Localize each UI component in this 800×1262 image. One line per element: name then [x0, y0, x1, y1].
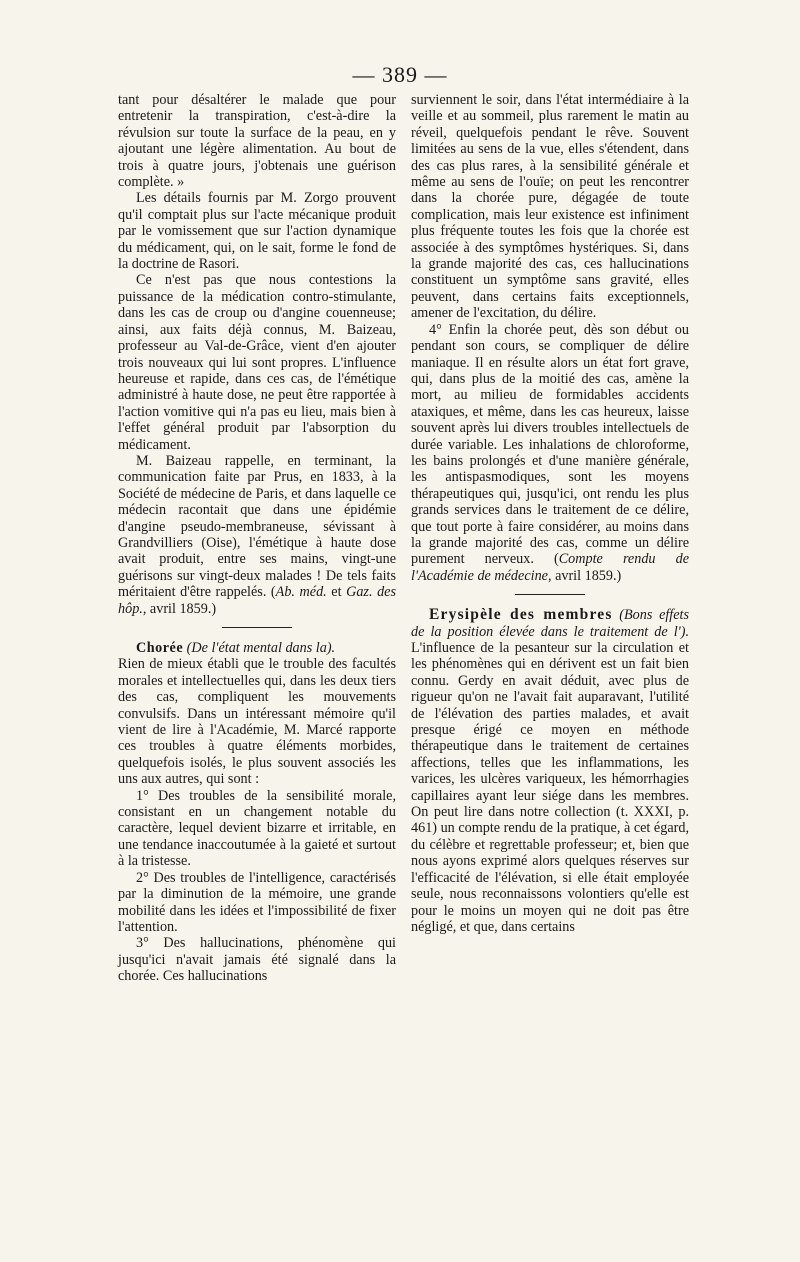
paragraph — [411, 322, 689, 585]
section-divider — [515, 594, 585, 595]
citation-ref: Gaz. des hôp. — [118, 584, 396, 617]
right-column — [411, 92, 689, 935]
text-run: , avril 1859.) — [142, 600, 217, 617]
section-title: Chorée — [136, 640, 184, 656]
paragraph: 3° Des hallucinations, phénomène qui jusqu'ici n'avait jamais été signalé dans la chorée. Ces hallucinations — [118, 935, 396, 985]
section-title: Erysipèle des membres — [429, 606, 613, 624]
paragraph: tant pour désaltérer le malade que pour entretenir la transpiration, c'est-à-dire la révulsion sur toute la surface de la peau, en y ajoutant une légère alimentation. Au bout de trois à quatre jours, j'obtenais une guérison complète. » — [118, 92, 396, 191]
paragraph: Ce n'est pas que nous contestions la puissance de la médication contro-stimulante, dans les cas de croup ou d'angine couenneuse; ainsi, aux faits déjà connus, M. Baizeau, professeur au Val-de-Grâce, vient d'en ajouter trois nouveaux qui lui sont propres. L'influence heureuse et rapide, dans ces cas, de l'émétique administré à haute dose, ne peut être rapportée à l'action vomitive qui n'a pas eu lieu, mais bien à l'effet général produit par l'absorption du médicament. — [118, 272, 396, 453]
text-run: L'influence de la pesanteur sur la circulation et les phénomènes qui en dérivent est un fait bien connu. Gerdy en avait déduit, avec plus de rigueur qu'on ne l'avait fait auparavant, l'utilité de l'élévation des parties malades, et avait presque érigé ce moyen en méthode thérapeutique dans le traitement de certaines affections, telles que les inflammations, les varices, les ulcères variqueux, les hémorrhagies capillaires ayant leur siége dans les membres. On peut lire dans notre collection (t. XXXI, p. 461) un compte rendu de la pratique, à cet égard, du célèbre et regrettable professeur; et, bien que nous ayons exprimé alors quelques réserves sur l'efficacité de l'élévation, si elle était employée seule, nous reconnaissons volontiers qu'elle est pour le moins un moyen qui ne doit pas être négligé, et que, dans certains — [411, 640, 689, 935]
text-run: 4° Enfin la chorée peut, dès son début ou pendant son cours, se compliquer de délire maniaque. Il en résulte alors un état fort grave, qui, dans plus de la moitié des cas, amène la mort, au milieu de formidables accidents ataxiques, et même, dans les cas heureux, laisse souvent après lui divers troubles intellectuels de durée variable. Les inhalations de chloroforme, les bains prolongés et d'une manière générale, les antispasmodiques, sont les moyens thérapeutiques qui, jusqu'ici, ont rendu les plus grands services dans le traitement de ce délire, que tout porte à faire considérer, au moins dans la grande majorité des cas, comme un délire purement nerveux. ( — [411, 321, 689, 568]
paragraph: 2° Des troubles de l'intelligence, caractérisés par la diminution de la mémoire, une grande mobilité dans les idées et l'impossibilité de fixer l'attention. — [118, 869, 396, 935]
section-heading — [411, 607, 689, 935]
paragraph: 1° Des troubles de la sensibilité morale, consistant en un changement notable du caractère, lequel devient bizarre et irritable, en une tendance inaccoutumée à la gaieté et surtout à la tristesse. — [118, 787, 396, 870]
text-run: M. Baizeau rappelle, en terminant, la communication faite par Prus, en 1833, à la Société de médecine de Paris, et dans laquelle ce médecin racontait que dans une épidémie d'angine pseudo-membraneuse, sévissant à Grandvilliers (Oise), l'émétique à haute dose avait produit, entre ses mains, vingt-une guérisons sur vingt-deux malades ! De tels faits méritaient d'être rappelés. ( — [118, 452, 396, 601]
section-subtitle: (De l'état mental dans la). — [186, 640, 336, 656]
left-column — [118, 92, 396, 985]
paragraph — [118, 453, 396, 617]
page-number: — 389 — — [352, 62, 448, 87]
section-subtitle: (Bons effets de la position élevée dans le traitement de l'). — [411, 607, 690, 640]
paragraph: surviennent le soir, dans l'état intermédiaire à la veille et au sommeil, plus rarement le matin au réveil, quelquefois pendant le rêve. Souvent limitées au sens de la vue, elles s'étendent, dans des cas plus rares, à la sensibilité générale et même au sens de l'ouïe; on peut les rencontrer dans la chorée pure, dégagée de toute complication, mais leur existence est infiniment plus fréquente toutes les fois que la chorée est associée à des symptômes hystériques. Si, dans la grande majorité des cas, ces hallucinations constituent un symptôme sans gravité, elles peuvent, dans certains faits exceptionnels, amener de l'excitation, du délire. — [411, 92, 689, 322]
paragraph: Les détails fournis par M. Zorgo prouvent qu'il comptait plus sur l'acte mécanique produit par le vomissement que sur l'action dynamique du médicament, qui, on le sait, forme le fond de la doctrine de Rasori. — [118, 190, 396, 273]
citation-ref: Compte rendu de l'Académie de médecine — [411, 551, 689, 584]
paragraph: Rien de mieux établi que le trouble des facultés morales et intellectuelles qui, dans les deux tiers des cas, compliquent les mouvements convulsifs. Dans un intéressant mémoire qu'il vient de lire à l'Académie, M. Marcé rapporte ces troubles à quatre éléments morbides, quelquefois isolés, le plus souvent associés les uns aux autres, qui sont : — [118, 656, 396, 788]
text-run: et — [326, 584, 347, 601]
citation-ref: Ab. méd. — [275, 584, 327, 601]
text-run: , avril 1859.) — [547, 567, 622, 584]
section-heading — [118, 640, 396, 656]
section-divider — [222, 627, 292, 628]
